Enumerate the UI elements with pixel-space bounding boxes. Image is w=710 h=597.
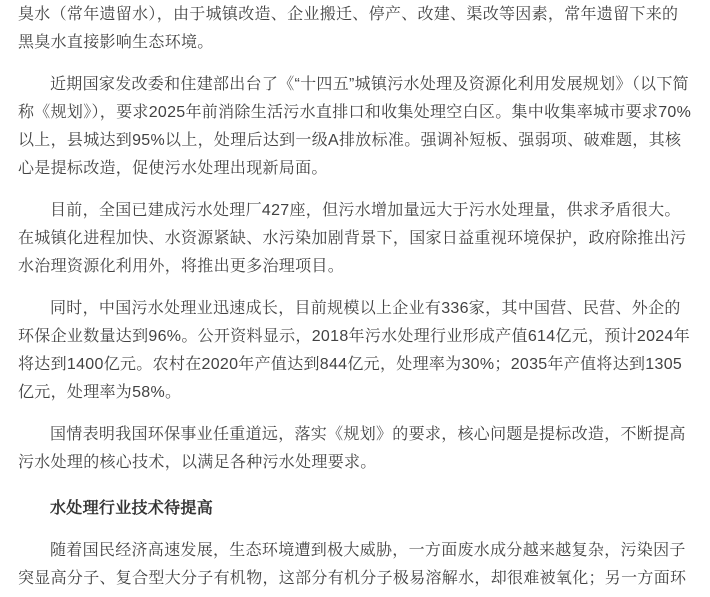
article-paragraph: 国情表明我国环保事业任重道远，落实《规划》的要求，核心问题是提标改造，不断提高污水处理的核心技术，以满足各种污水处理要求。: [18, 426, 686, 471]
article-paragraph-continuation: 臭水（常年遗留水），由于城镇改造、企业搬迁、停产、改建、渠改等因素，常年遗留下来的黑臭水直接影响生态环境。: [18, 6, 679, 51]
article-paragraph: 目前，全国已建成污水处理厂427座，但污水增加量远大于污水处理量，供求矛盾很大。在城镇化进程加快、水资源紧缺、水污染加剧背景下，国家日益重视环境保护，政府除推出污水治理资源化利用外，将推出更多治理项目。: [18, 202, 687, 275]
article-paragraph: 随着国民经济高速发展，生态环境遭到极大威胁，一方面废水成分越来越复杂，污染因子突显高分子、复合型大分子有机物，这部分有机分子极易溶解水，却很难被氧化；另一方面环: [18, 542, 687, 587]
section-heading: 水处理行业技术待提高: [50, 500, 214, 517]
article-paragraph: 近期国家发改委和住建部出台了《“十四五”城镇污水处理及资源化利用发展规划》（以下简称《规划》），要求2025年前消除生活污水直排口和收集处理空白区。集中收集率城市要求70%以上，县城达到95%以上，处理后达到一级A排放标准。强调补短板、强弱项、破难题，其核心是提标改造，促使污水处理出现新局面。: [18, 76, 692, 177]
article-paragraph: 同时，中国污水处理业迅速成长，目前规模以上企业有336家，其中国营、民营、外企的环保企业数量达到96%。公开资料显示，2018年污水处理行业形成产值614亿元，预计2024年将达到1400亿元。农村在2020年产值达到844亿元，处理率为30%；2035年产值将达到1305亿元，处理率为58%。: [18, 300, 691, 401]
